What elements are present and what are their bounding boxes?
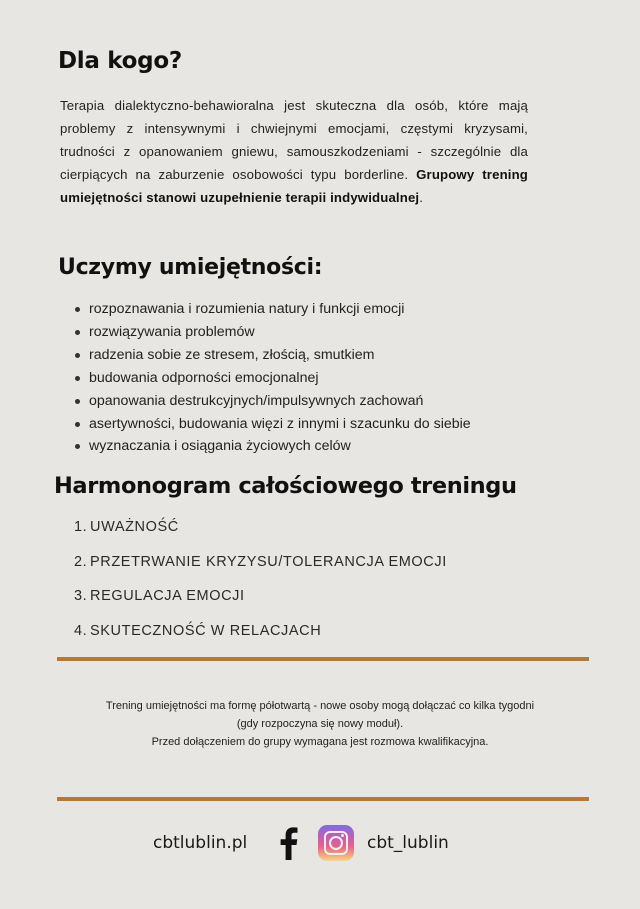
bullet-icon [75,330,80,335]
schedule-label: PRZETRWANIE KRYZYSU/TOLERANCJA EMOCJI [90,553,447,570]
info-note [40,697,600,751]
instagram-handle[interactable]: cbt_lublin [367,833,449,853]
schedule-number: 2. [74,553,88,570]
skill-item [74,321,471,344]
schedule-number: 4. [74,622,88,639]
note-line-1: Trening umiejętności ma formę półotwartą - nowe osoby mogą dołączać co kilka tygodni [105,700,535,712]
skill-item [74,298,471,321]
schedule-item [74,586,447,621]
bullet-icon [75,307,80,312]
website-link[interactable]: cbtlublin.pl [153,833,248,853]
note-line-2: (gdy rozpoczyna się nowy moduł). [236,718,404,730]
schedule-item [74,552,447,587]
skill-label: rozpoznawania i rozumienia natury i funkcji emocji [89,301,405,317]
skill-label: opanowania destrukcyjnych/impulsywnych zachowań [89,392,424,409]
intro-end: . [419,190,424,205]
skills-list [74,298,471,458]
skill-label: budowania odporności emocjonalnej [89,369,319,386]
bullet-icon [75,422,80,427]
instagram-icon-dot [341,834,344,837]
intro-bold-text: Grupowy trening umiejętności stanowi uzupełnienie terapii indywidualnej [60,167,528,205]
schedule-number: 1. [74,519,88,535]
schedule-item [74,517,447,552]
heading-harmonogram: Harmonogram całościowego treningu [54,473,517,499]
skill-item [74,390,471,413]
heading-uczymy: Uczymy umiejętności: [58,255,323,280]
skill-item [74,435,471,458]
schedule-label: UWAŻNOŚĆ [90,519,179,535]
skill-item [74,413,471,436]
schedule-item [74,621,447,656]
skill-label: asertywności, budowania więzi z innymi i szacunku do siebie [89,415,471,432]
instagram-icon[interactable] [318,825,354,861]
bullet-icon [75,376,80,381]
note-line-3: Przed dołączeniem do grupy wymagana jest rozmowa kwalifikacyjna. [151,736,489,748]
schedule-label: REGULACJA EMOCJI [90,588,245,605]
facebook-icon[interactable] [276,826,300,860]
heading-dla-kogo: Dla kogo? [58,48,182,74]
skill-label: radzenia sobie ze stresem, złością, smutkiem [89,346,375,363]
intro-paragraph [60,94,528,209]
skill-label: wyznaczania i osiągania życiowych celów [89,438,351,455]
schedule-list [74,517,447,655]
bullet-icon [75,399,80,404]
skill-label: rozwiązywania problemów [89,323,255,340]
bullet-icon [75,444,80,449]
skill-item [74,367,471,390]
skill-item [74,344,471,367]
schedule-label: SKUTECZNOŚĆ W RELACJACH [90,622,322,639]
footer [0,822,640,866]
divider-top [57,657,589,661]
bullet-icon [75,353,80,358]
intro-text: Terapia dialektyczno-behawioralna jest skuteczna dla osób, które mają problemy z intensywnymi i chwiejnymi emocjami, częstymi kryzysami, trudności z opanowaniem gniewu, samouszkodzeniami - szczególnie dla cierpiących na zaburzenie osobowości typu borderline. [60,98,528,182]
instagram-icon-lens [329,836,343,850]
divider-bottom [57,797,589,801]
schedule-number: 3. [74,588,88,605]
